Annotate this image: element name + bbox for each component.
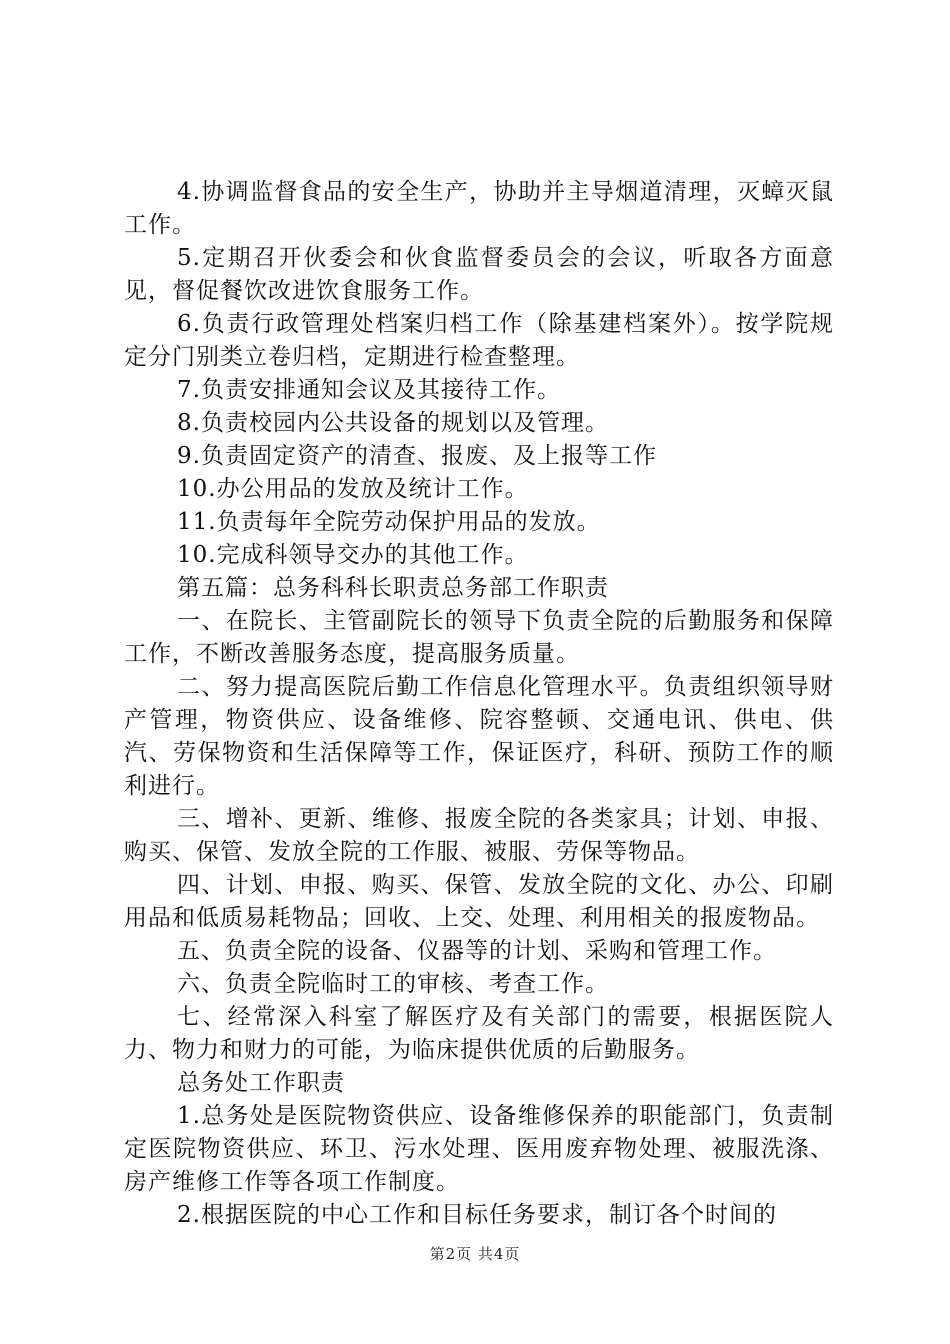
paragraph: 六、负责全院临时工的审核、考查工作。 [177,971,609,997]
paragraph: 四、计划、申报、购买、保管、发放全院的文化、办公、印刷用品和低质易耗物品；回收、上交、处理、利用相关的报废物品。 [124,872,834,931]
paragraph: 一、在院长、主管副院长的领导下负责全院的后勤服务和保障工作，不断改善服务态度，提高服务质量。 [124,608,834,667]
paragraph: 5.定期召开伙委会和伙食监督委员会的会议，听取各方面意见，督促餐饮改进饮食服务工作。 [124,245,834,304]
paragraph: 二、努力提高医院后勤工作信息化管理水平。负责组织领导财产管理，物资供应、设备维修、院容整顿、交通电讯、供电、供汽、劳保物资和生活保障等工作，保证医疗，科研、预防工作的顺利进行。 [124,674,834,799]
paragraph: 2.根据医院的中心工作和目标任务要求，制订各个时间的 [177,1202,777,1228]
page-number-footer: 第2页 共4页 [429,1245,521,1263]
paragraph: 7.负责安排通知会议及其接待工作。 [177,377,561,403]
paragraph: 9.负责固定资产的清查、报废、及上报等工作 [177,443,657,469]
paragraph: 三、增补、更新、维修、报废全院的各类家具；计划、申报、购买、保管、发放全院的工作服、被服、劳保等物品。 [124,806,834,865]
paragraph: 11.负责每年全院劳动保护用品的发放。 [177,509,601,535]
document-body [124,176,834,1232]
paragraph: 6.负责行政管理处档案归档工作（除基建档案外）。按学院规定分门别类立卷归档，定期进行检查整理。 [124,311,834,370]
paragraph: 1.总务处是医院物资供应、设备维修保养的职能部门，负责制定医院物资供应、环卫、污水处理、医用废弃物处理、被服洗涤、房产维修工作等各项工作制度。 [124,1103,834,1195]
paragraph: 五、负责全院的设备、仪器等的计划、采购和管理工作。 [177,938,777,964]
section-heading: 总务处工作职责 [177,1070,345,1096]
section-heading: 第五篇：总务科科长职责总务部工作职责 [177,575,609,601]
paragraph: 4.协调监督食品的安全生产，协助并主导烟道清理，灭蟑灭鼠工作。 [124,179,834,238]
paragraph: 10.办公用品的发放及统计工作。 [177,476,529,502]
paragraph: 七、经常深入科室了解医疗及有关部门的需要，根据医院人力、物力和财力的可能，为临床提供优质的后勤服务。 [124,1004,834,1063]
paragraph: 10.完成科领导交办的其他工作。 [177,542,529,568]
paragraph: 8.负责校园内公共设备的规划以及管理。 [177,410,609,436]
